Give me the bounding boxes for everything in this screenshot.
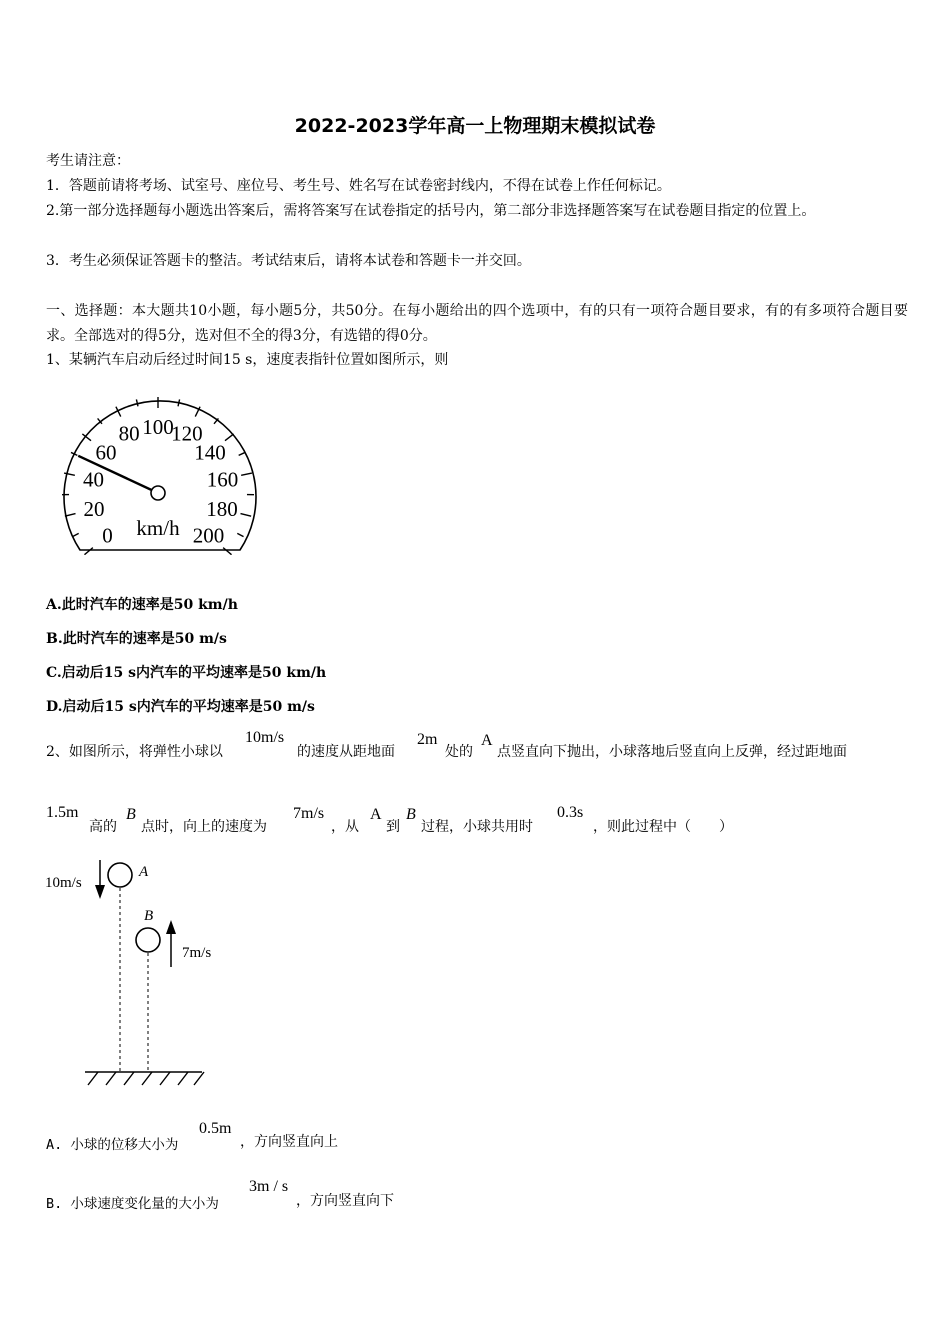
notice-item-1: 1．答题前请将考场、试室号、座位号、考生号、姓名写在试卷密封线内，不得在试卷上作任何标记。 xyxy=(46,178,671,194)
q2-math-a2: A xyxy=(370,806,382,823)
gauge-tick xyxy=(225,434,234,441)
arrow-down-head xyxy=(95,885,105,899)
gauge-tick xyxy=(84,548,92,555)
q2-math-7ms: 7m/s xyxy=(293,805,325,822)
q2-text-8: 到 xyxy=(386,819,400,835)
q2-math-0-3s: 0.3s xyxy=(557,804,584,821)
gauge-tick xyxy=(237,533,243,536)
q2-math-b2: B xyxy=(406,806,416,823)
arrow-up-head xyxy=(166,920,176,934)
gauge-label: 180 xyxy=(206,496,238,521)
q2-math-a: A xyxy=(481,732,493,749)
ball-b xyxy=(136,928,160,952)
q2-option-b-math: 3m / s xyxy=(249,1178,289,1195)
q1-option-a: A.此时汽车的速率是50 km/h xyxy=(46,597,238,613)
q1-option-d: D.启动后15 s内汽车的平均速率是50 m/s xyxy=(46,699,315,715)
q2-option-a-tail: ，方向竖直向上 xyxy=(240,1134,338,1150)
q2-option-a-math: 0.5m xyxy=(199,1120,232,1137)
point-b-label: B xyxy=(144,908,154,924)
notice-item-2: 2.第一部分选择题每小题选出答案后，需将答案写在试卷指定的括号内，第二部分非选择题答案写在试卷题目指定的位置上。 xyxy=(46,203,816,219)
gauge-tick xyxy=(65,514,76,517)
page-title: 2022-2023学年高一上物理期末模拟试卷 xyxy=(294,115,656,137)
q2-math-10ms: 10m/s xyxy=(245,729,285,746)
q2-option-b-text: B. 小球速度变化量的大小为 xyxy=(46,1196,219,1212)
q2-option-b-tail: ，方向竖直向下 xyxy=(296,1193,394,1209)
gauge-tick xyxy=(240,514,251,517)
speedometer-figure xyxy=(55,390,265,555)
gauge-unit: km/h xyxy=(136,516,180,540)
ball-a xyxy=(108,863,132,887)
gauge-tick xyxy=(178,399,180,406)
q2-text-10: ，则此过程中（ ） xyxy=(593,819,733,835)
q2-text-2: 的速度从距地面 xyxy=(297,744,395,760)
gauge-label: 20 xyxy=(83,496,105,521)
q2-text-9: 过程，小球共用时 xyxy=(421,819,533,835)
gauge-pivot xyxy=(151,486,165,500)
q2-text-4: 点竖直向下抛出，小球落地后竖直向上反弹，经过距地面 xyxy=(497,744,847,760)
q2-text-5: 高的 xyxy=(89,819,117,835)
gauge-tick xyxy=(223,548,231,555)
gauge-tick xyxy=(239,452,245,455)
gauge-tick xyxy=(241,473,252,475)
point-a-label: A xyxy=(139,864,149,880)
gauge-label: 40 xyxy=(82,467,104,492)
question-1-stem: 1、某辆汽车启动后经过时间15 s，速度表指针位置如图所示，则 xyxy=(46,352,449,368)
notice-item-3: 3．考生必须保证答题卡的整洁。考试结束后，请将本试卷和答题卡一并交回。 xyxy=(46,253,531,269)
gauge-label: 200 xyxy=(192,523,225,548)
q2-math-1-5m: 1.5m xyxy=(46,804,79,821)
gauge-label: 140 xyxy=(194,440,226,465)
section-intro: 一、选择题：本大题共10小题，每小题5分，共50分。在每小题给出的四个选项中，有的只有一项符合题目要求，有的有多项符合题目要求。全部选对的得5分，选对但不全的得3分，有选错的得0分。 xyxy=(46,303,908,344)
velocity-down-label: 10m/s xyxy=(45,875,82,891)
gauge-label: 160 xyxy=(206,467,239,492)
q2-text-1: 2、如图所示，将弹性小球以 xyxy=(46,744,223,760)
gauge-label: 0 xyxy=(102,523,113,548)
gauge-label: 60 xyxy=(95,440,117,465)
q2-text-7: ，从 xyxy=(331,819,359,835)
ground-hatch xyxy=(88,1072,204,1085)
gauge-label: 120 xyxy=(171,421,203,446)
q2-text-3: 处的 xyxy=(445,744,473,760)
gauge-label: 80 xyxy=(118,421,140,446)
gauge-label: 100 xyxy=(142,415,174,439)
velocity-up-label: 7m/s xyxy=(182,945,212,961)
q2-text-6: 点时，向上的速度为 xyxy=(141,819,267,835)
ball-figure xyxy=(40,855,240,1090)
q1-option-c: C.启动后15 s内汽车的平均速率是50 km/h xyxy=(46,665,327,681)
gauge-tick xyxy=(72,533,78,536)
notice-heading: 考生请注意： xyxy=(46,153,130,169)
q1-option-b: B.此时汽车的速率是50 m/s xyxy=(46,631,227,647)
q2-option-a-text: A. 小球的位移大小为 xyxy=(46,1137,179,1153)
gauge-tick xyxy=(136,399,138,406)
q2-math-2m: 2m xyxy=(417,731,438,748)
q2-math-b: B xyxy=(126,806,136,823)
